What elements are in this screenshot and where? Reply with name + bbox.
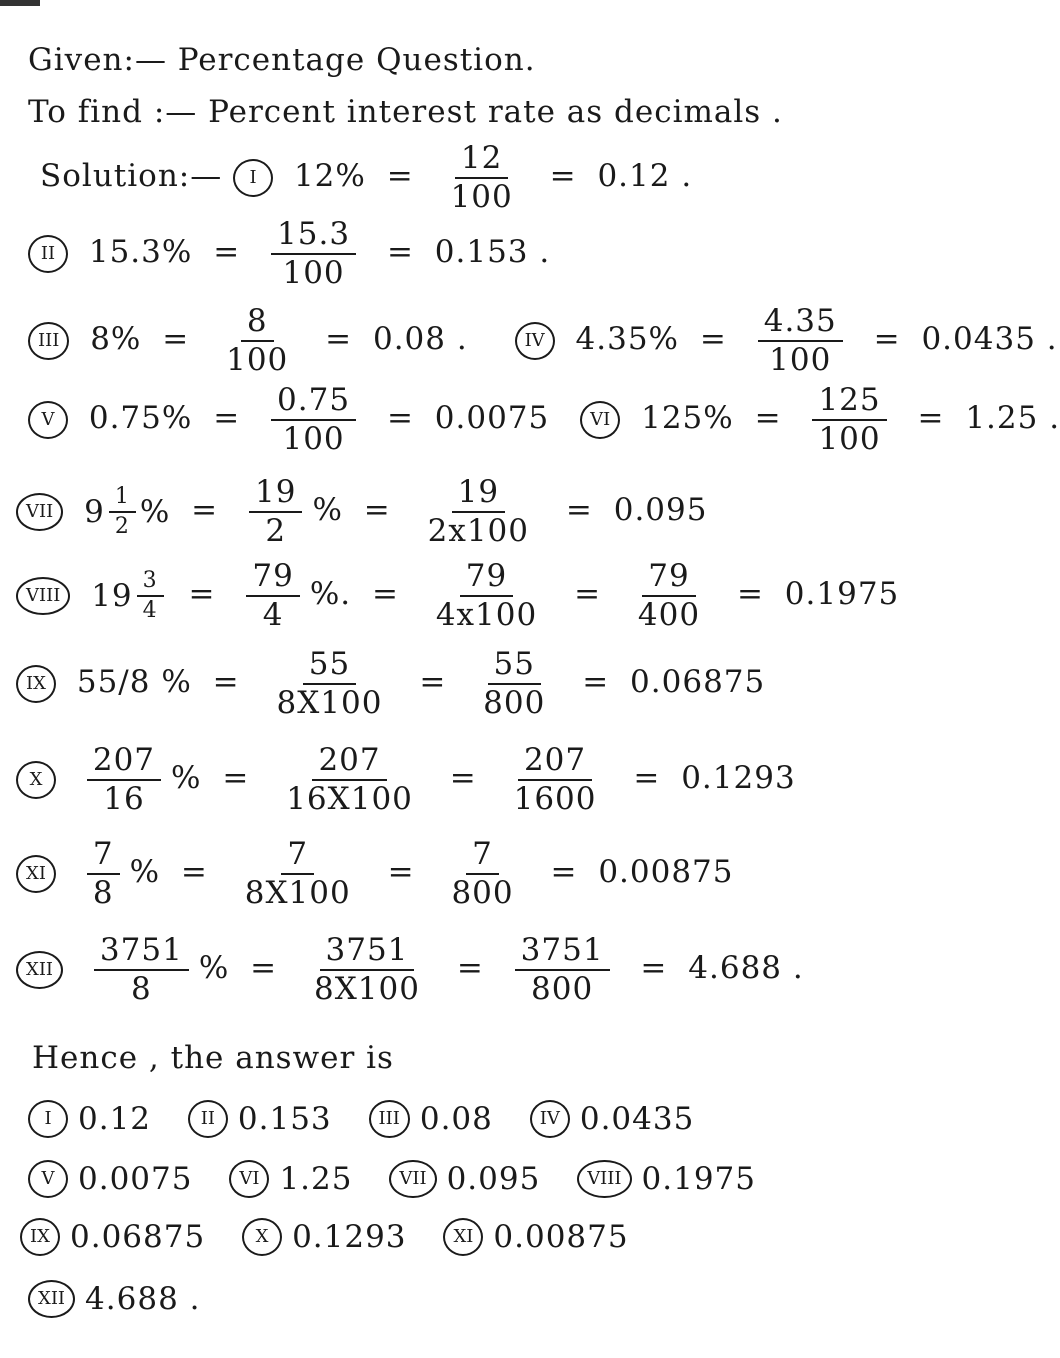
denominator: 8 bbox=[130, 970, 152, 1007]
fraction bbox=[87, 838, 120, 909]
denominator: 1600 bbox=[513, 780, 597, 817]
roman-marker: XI bbox=[443, 1218, 483, 1256]
roman-marker: XII bbox=[28, 1280, 75, 1318]
fraction bbox=[94, 934, 189, 1005]
equals-sign: = bbox=[565, 492, 593, 529]
equals-sign: = bbox=[699, 321, 727, 358]
roman-marker: II bbox=[188, 1100, 228, 1138]
denominator: 2x100 bbox=[427, 512, 530, 549]
denominator: 16 bbox=[103, 780, 145, 817]
roman-marker: VI bbox=[580, 401, 620, 439]
item-12 bbox=[16, 934, 804, 1005]
percent-value: 125% bbox=[641, 400, 734, 437]
denominator: 2 bbox=[114, 513, 130, 539]
equals-sign: = bbox=[549, 158, 577, 195]
answers-row-2 bbox=[28, 1156, 782, 1198]
equals-sign: = bbox=[917, 400, 945, 437]
percent-value: 55/8 % bbox=[76, 664, 192, 701]
mixed-number bbox=[84, 485, 170, 537]
equals-sign: = bbox=[212, 664, 240, 701]
equals-sign: = bbox=[633, 760, 661, 797]
equals-sign: = bbox=[449, 760, 477, 797]
fraction bbox=[632, 560, 706, 631]
roman-marker: VIII bbox=[16, 577, 70, 615]
roman-marker: IV bbox=[530, 1100, 570, 1138]
roman-marker: X bbox=[16, 761, 56, 799]
roman-marker: VII bbox=[16, 493, 63, 531]
percent-value: 8% bbox=[90, 321, 142, 358]
numerator: 4.35 bbox=[758, 305, 843, 342]
roman-marker: IX bbox=[20, 1218, 60, 1256]
numerator: 79 bbox=[246, 560, 299, 597]
roman-marker: III bbox=[28, 322, 69, 360]
equals-sign: = bbox=[550, 854, 578, 891]
fraction bbox=[430, 560, 543, 631]
answer-item bbox=[389, 1160, 540, 1198]
numerator: 19 bbox=[249, 476, 302, 513]
percent-value: 12% bbox=[293, 158, 366, 195]
whole-part: 9 bbox=[84, 493, 105, 530]
denominator: 100 bbox=[450, 178, 513, 215]
decimal-result: 0.06875 bbox=[630, 664, 766, 701]
answer-value: 0.153 bbox=[237, 1100, 332, 1137]
equals-sign: = bbox=[582, 664, 610, 701]
fraction bbox=[422, 476, 535, 547]
equals-sign: = bbox=[873, 321, 901, 358]
item-8 bbox=[16, 560, 899, 631]
fraction bbox=[477, 648, 551, 719]
roman-marker: I bbox=[233, 159, 273, 197]
roman-marker: VI bbox=[229, 1160, 269, 1198]
fraction bbox=[758, 305, 843, 376]
denominator: 800 bbox=[451, 874, 514, 911]
denominator: 8 bbox=[92, 874, 114, 911]
item-11 bbox=[16, 838, 734, 909]
equals-sign: = bbox=[213, 400, 241, 437]
decimal-result: 0.0075 bbox=[434, 400, 550, 437]
roman-marker: IX bbox=[16, 665, 56, 703]
decimal-result: 4.688 . bbox=[688, 950, 804, 987]
fraction bbox=[271, 384, 356, 455]
numerator: 7 bbox=[87, 838, 120, 875]
numerator: 0.75 bbox=[271, 384, 356, 421]
solution-label: Solution:— bbox=[40, 158, 223, 195]
fraction bbox=[445, 142, 519, 213]
fraction bbox=[308, 934, 426, 1005]
decimal-result: 0.00875 bbox=[598, 854, 734, 891]
answer-item bbox=[530, 1100, 695, 1138]
equals-sign: = bbox=[180, 854, 208, 891]
equals-sign: = bbox=[574, 576, 602, 613]
decimal-result: 0.12 . bbox=[597, 158, 693, 195]
denominator: 2 bbox=[265, 512, 287, 549]
denominator: 100 bbox=[282, 420, 345, 457]
numerator: 3 bbox=[137, 569, 164, 596]
denominator: 100 bbox=[818, 420, 881, 457]
answers-row-4 bbox=[28, 1276, 227, 1318]
percent-value: 15.3% bbox=[88, 234, 193, 271]
decimal-result: 0.08 . bbox=[372, 321, 468, 358]
denominator: 8X100 bbox=[313, 970, 420, 1007]
answer-item bbox=[28, 1160, 192, 1198]
fraction bbox=[280, 744, 419, 815]
hence-line: Hence , the answer is bbox=[32, 1040, 394, 1076]
answer-item bbox=[28, 1100, 151, 1138]
denominator: 4x100 bbox=[435, 596, 538, 633]
percent-sign: % bbox=[312, 492, 343, 529]
numerator: 3751 bbox=[515, 934, 610, 971]
roman-marker: V bbox=[28, 1160, 68, 1198]
equals-sign: = bbox=[387, 854, 415, 891]
given-line: Given:— Percentage Question. bbox=[28, 42, 536, 78]
equals-sign: = bbox=[191, 492, 219, 529]
percent-sign: %. bbox=[309, 576, 352, 613]
roman-marker: II bbox=[28, 235, 68, 273]
decimal-result: 0.0435 . bbox=[921, 321, 1058, 358]
answer-value: 0.12 bbox=[78, 1100, 152, 1137]
answers-row-1 bbox=[28, 1096, 720, 1138]
percent-sign: % bbox=[139, 493, 171, 530]
answer-item bbox=[20, 1218, 205, 1256]
percent-sign: % bbox=[171, 760, 202, 797]
item-10 bbox=[16, 744, 796, 815]
to-find-line: To find :— Percent interest rate as decimals . bbox=[28, 94, 783, 130]
equals-sign: = bbox=[363, 492, 391, 529]
denominator: 400 bbox=[637, 596, 701, 633]
denominator: 16X100 bbox=[286, 780, 413, 817]
answer-item bbox=[369, 1100, 493, 1138]
fraction bbox=[109, 485, 136, 537]
equals-sign: = bbox=[456, 950, 484, 987]
fraction bbox=[87, 744, 161, 815]
fraction bbox=[239, 838, 357, 909]
fraction bbox=[812, 384, 886, 455]
numerator: 12 bbox=[455, 142, 508, 179]
roman-marker: XI bbox=[16, 855, 56, 893]
item-1 bbox=[40, 142, 692, 213]
decimal-result: 1.25 . bbox=[965, 400, 1060, 437]
answer-value: 0.1975 bbox=[641, 1160, 757, 1197]
equals-sign: = bbox=[250, 950, 278, 987]
numerator: 207 bbox=[312, 744, 386, 781]
equals-sign: = bbox=[386, 158, 414, 195]
answer-value: 1.25 bbox=[279, 1160, 353, 1197]
numerator: 79 bbox=[642, 560, 695, 597]
denominator: 800 bbox=[483, 684, 546, 721]
numerator: 15.3 bbox=[271, 218, 356, 255]
decimal-result: 0.1975 bbox=[784, 576, 900, 613]
item-2 bbox=[28, 218, 550, 289]
answer-value: 0.095 bbox=[446, 1160, 541, 1197]
answer-value: 0.0435 bbox=[579, 1100, 695, 1137]
decimal-result: 0.1293 bbox=[681, 760, 796, 797]
numerator: 79 bbox=[460, 560, 513, 597]
answer-item bbox=[229, 1160, 352, 1198]
scan-corner-mark bbox=[0, 0, 40, 6]
roman-marker: III bbox=[369, 1100, 410, 1138]
roman-marker: X bbox=[242, 1218, 282, 1256]
equals-sign: = bbox=[419, 664, 447, 701]
fraction bbox=[137, 569, 164, 621]
equals-sign: = bbox=[371, 576, 399, 613]
numerator: 55 bbox=[488, 648, 541, 685]
answer-item bbox=[188, 1100, 332, 1138]
equals-sign: = bbox=[386, 400, 414, 437]
roman-marker: VIII bbox=[577, 1160, 631, 1198]
numerator: 3751 bbox=[320, 934, 415, 971]
decimal-result: 0.095 bbox=[613, 492, 708, 529]
answer-item bbox=[577, 1160, 756, 1198]
equals-sign: = bbox=[736, 576, 764, 613]
denominator: 8X100 bbox=[276, 684, 383, 721]
item-5-and-6 bbox=[28, 384, 1060, 455]
denominator: 4 bbox=[262, 596, 284, 633]
fraction bbox=[515, 934, 610, 1005]
fraction bbox=[271, 648, 389, 719]
fraction bbox=[249, 476, 302, 547]
percent-sign: % bbox=[198, 950, 230, 987]
numerator: 7 bbox=[466, 838, 499, 875]
denominator: 4 bbox=[142, 597, 158, 623]
roman-marker: VII bbox=[389, 1160, 436, 1198]
numerator: 207 bbox=[87, 744, 161, 781]
roman-marker: IV bbox=[515, 322, 555, 360]
equals-sign: = bbox=[222, 760, 250, 797]
denominator: 8X100 bbox=[244, 874, 351, 911]
percent-value: 4.35% bbox=[575, 321, 680, 358]
numerator: 55 bbox=[303, 648, 356, 685]
fraction bbox=[508, 744, 603, 815]
item-9 bbox=[16, 648, 765, 719]
denominator: 100 bbox=[769, 341, 832, 378]
numerator: 19 bbox=[452, 476, 505, 513]
equals-sign: = bbox=[162, 321, 190, 358]
fraction bbox=[445, 838, 519, 909]
whole-part: 19 bbox=[91, 577, 133, 614]
answer-item bbox=[242, 1218, 406, 1256]
fraction bbox=[220, 305, 294, 376]
equals-sign: = bbox=[188, 576, 216, 613]
item-7 bbox=[16, 476, 707, 547]
numerator: 1 bbox=[109, 485, 136, 512]
numerator: 8 bbox=[241, 305, 274, 342]
mixed-number bbox=[91, 569, 167, 621]
equals-sign: = bbox=[386, 234, 414, 271]
answer-item bbox=[28, 1280, 201, 1318]
denominator: 800 bbox=[531, 970, 594, 1007]
answers-row-3 bbox=[20, 1214, 655, 1256]
answer-item bbox=[443, 1218, 628, 1256]
denominator: 100 bbox=[226, 341, 289, 378]
numerator: 3751 bbox=[94, 934, 189, 971]
answer-value: 0.06875 bbox=[70, 1218, 206, 1255]
equals-sign: = bbox=[754, 400, 782, 437]
answer-value: 0.1293 bbox=[292, 1218, 407, 1255]
decimal-result: 0.153 . bbox=[434, 234, 551, 271]
answer-value: 0.00875 bbox=[493, 1218, 629, 1255]
roman-marker: V bbox=[28, 401, 68, 439]
percent-value: 0.75% bbox=[88, 400, 193, 437]
numerator: 125 bbox=[812, 384, 886, 421]
fraction bbox=[246, 560, 299, 631]
numerator: 7 bbox=[281, 838, 314, 875]
numerator: 207 bbox=[518, 744, 592, 781]
fraction bbox=[271, 218, 356, 289]
equals-sign: = bbox=[640, 950, 668, 987]
denominator: 100 bbox=[282, 254, 345, 291]
equals-sign: = bbox=[213, 234, 241, 271]
answer-value: 0.0075 bbox=[78, 1160, 193, 1197]
equals-sign: = bbox=[325, 321, 353, 358]
item-3-and-4 bbox=[28, 305, 1058, 376]
roman-marker: XII bbox=[16, 951, 63, 989]
answer-value: 0.08 bbox=[419, 1100, 493, 1137]
percent-sign: % bbox=[129, 854, 161, 891]
roman-marker: I bbox=[28, 1100, 68, 1138]
answer-value: 4.688 . bbox=[85, 1280, 201, 1317]
